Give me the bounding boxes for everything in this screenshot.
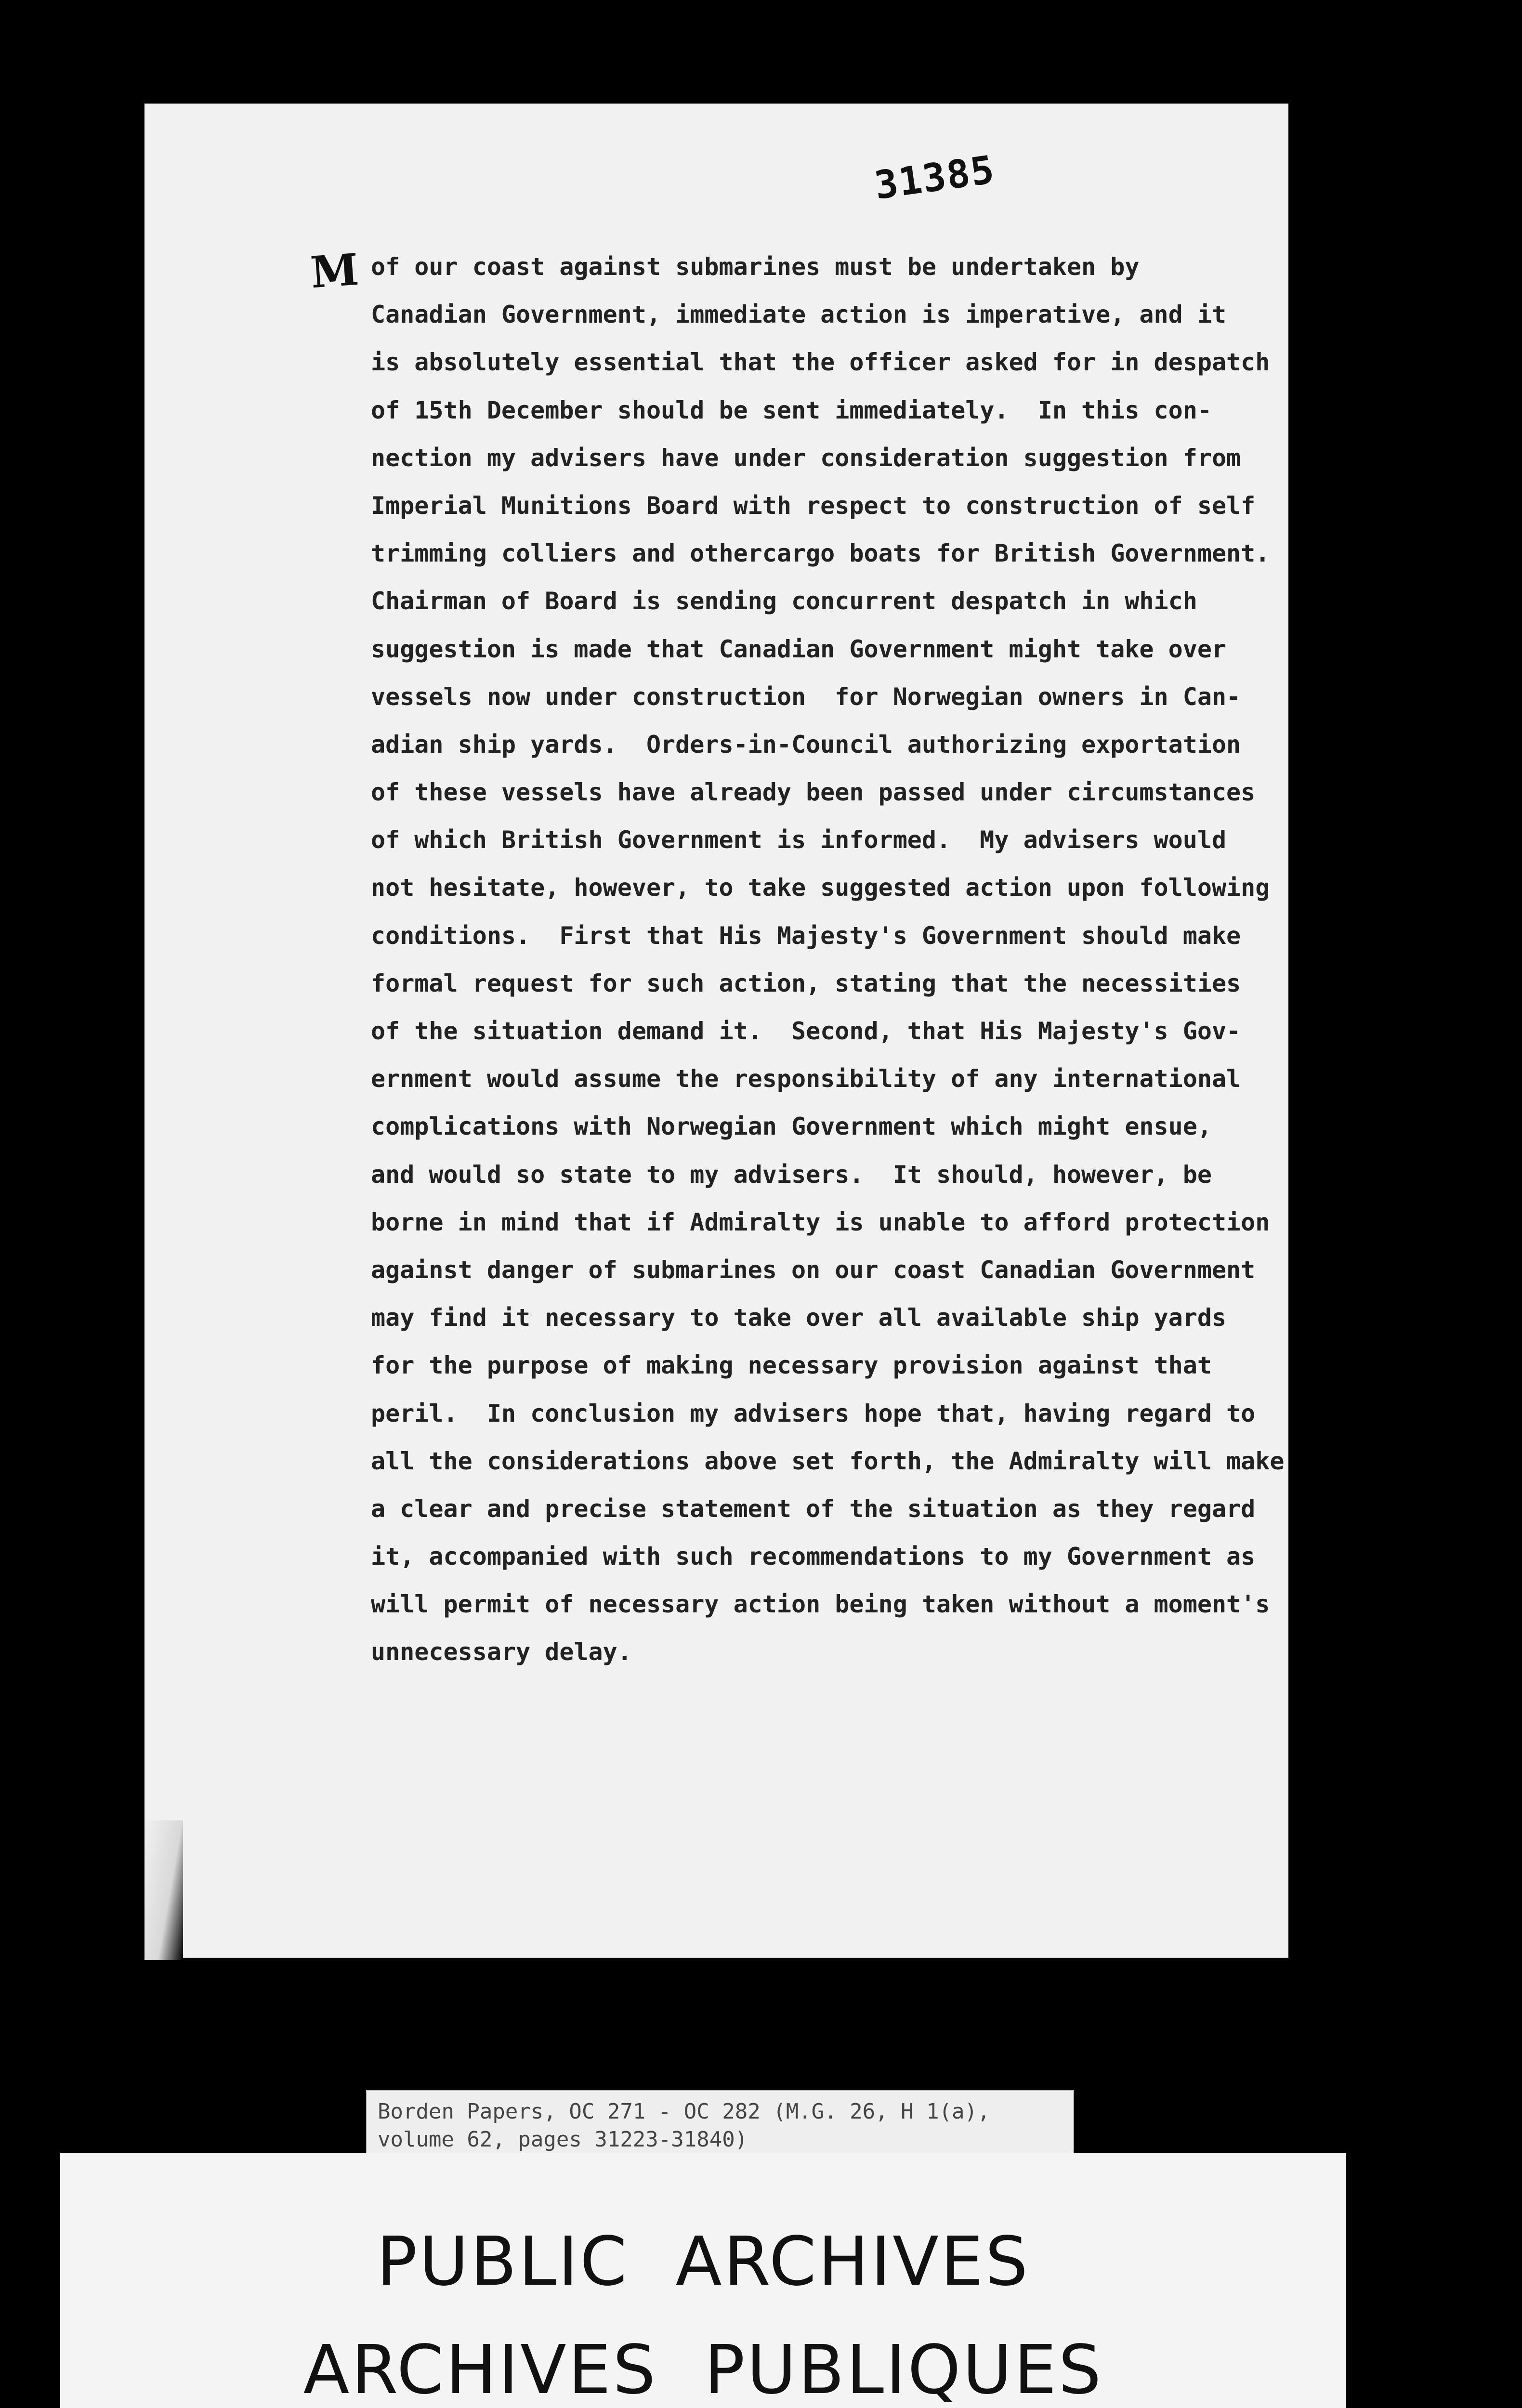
- text-line: against danger of submarines on our coast Canadian Government: [371, 1256, 1256, 1284]
- text-line: Chairman of Board is sending concurrent despatch in which: [371, 587, 1197, 615]
- text-line: Imperial Munitions Board with respect to construction of self: [371, 491, 1256, 520]
- text-line: and would so state to my advisers. It should, however, be: [371, 1160, 1212, 1189]
- text-line: all the considerations above set forth, the Admiralty will make: [371, 1447, 1285, 1475]
- text-line: complications with Norwegian Government which might ensue,: [371, 1112, 1212, 1141]
- text-line: Canadian Government, immediate action is imperative, and it: [371, 301, 1227, 329]
- source-citation-line: volume 62, pages 31223-31840): [378, 2127, 748, 2152]
- text-line: of 15th December should be sent immediately. In this con-: [371, 396, 1212, 424]
- text-line: of our coast against submarines must be undertaken by: [371, 253, 1140, 281]
- text-line: borne in mind that if Admiralty is unable to afford protection: [371, 1208, 1270, 1236]
- text-line: unnecessary delay.: [371, 1638, 632, 1666]
- text-line: ernment would assume the responsibility of any international: [371, 1065, 1241, 1093]
- text-line: it, accompanied with such recommendations to my Government as: [371, 1543, 1256, 1571]
- text-line: vessels now under construction for Norwegian owners in Can-: [371, 682, 1241, 711]
- text-line: not hesitate, however, to take suggested action upon following: [371, 874, 1270, 902]
- archives-title-english: PUBLIC ARCHIVES: [376, 2223, 1030, 2301]
- page-curl-edge: [144, 1820, 183, 1960]
- text-line: a clear and precise statement of the situation as they regard: [371, 1494, 1256, 1523]
- text-line: nection my advisers have under consideration suggestion from: [371, 444, 1241, 472]
- text-line: of these vessels have already been passed under circumstances: [371, 778, 1256, 807]
- text-line: suggestion is made that Canadian Government might take over: [371, 635, 1227, 663]
- handwritten-margin-mark: M: [309, 244, 361, 299]
- text-line: will permit of necessary action being taken without a moment's: [371, 1590, 1270, 1619]
- text-line: trimming colliers and othercargo boats for British Government.: [371, 539, 1270, 568]
- source-citation-label: [366, 2090, 1074, 2160]
- text-line: adian ship yards. Orders-in-Council authorizing exportation: [371, 730, 1241, 759]
- source-citation-line: Borden Papers, OC 271 - OC 282 (M.G. 26, H 1(a),: [378, 2099, 990, 2124]
- text-line: for the purpose of making necessary provision against that: [371, 1351, 1212, 1380]
- archives-title-french: ARCHIVES PUBLIQUES: [303, 2331, 1103, 2408]
- text-line: is absolutely essential that the officer asked for in despatch: [371, 348, 1270, 377]
- text-line: formal request for such action, stating that the necessities: [371, 969, 1241, 997]
- text-line: conditions. First that His Majesty's Government should make: [371, 921, 1241, 950]
- page-number-stamp: 31385: [872, 147, 998, 209]
- text-line: of the situation demand it. Second, that His Majesty's Gov-: [371, 1017, 1241, 1045]
- archives-card: [60, 2153, 1346, 2408]
- document-body-text: [371, 243, 1285, 1676]
- text-line: may find it necessary to take over all available ship yards: [371, 1304, 1227, 1332]
- text-line: peril. In conclusion my advisers hope that, having regard to: [371, 1399, 1256, 1427]
- text-line: of which British Government is informed. My advisers would: [371, 826, 1227, 854]
